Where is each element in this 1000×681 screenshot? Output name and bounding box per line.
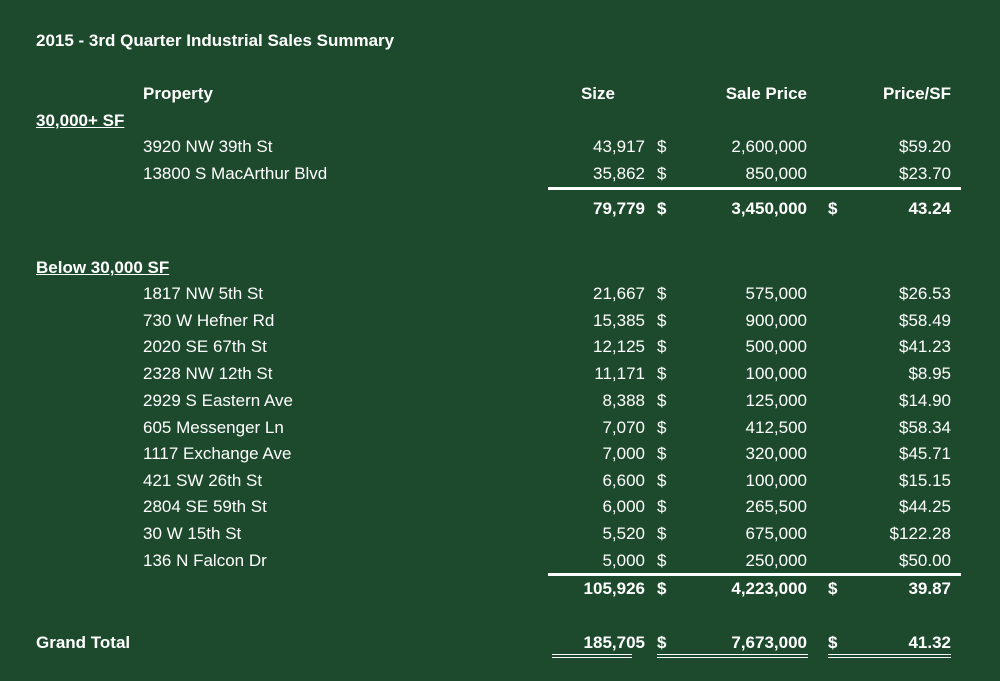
row-price: 575,000: [745, 284, 807, 303]
row-price: 250,000: [745, 551, 807, 570]
row-property: 421 SW 26th St: [143, 471, 263, 490]
row-size: 7,070: [602, 418, 645, 437]
row-size: 6,600: [602, 471, 645, 490]
subtotal-currency: $: [657, 199, 667, 218]
row-price-sf: $8.95: [908, 364, 951, 383]
report-title: 2015 - 3rd Quarter Industrial Sales Summary: [36, 31, 395, 50]
grand-total-currency-psf: $: [828, 633, 838, 652]
row-property: 13800 S MacArthur Blvd: [143, 164, 328, 183]
row-currency: $: [657, 337, 667, 356]
row-price: 412,500: [745, 418, 807, 437]
row-property: 730 W Hefner Rd: [143, 311, 275, 330]
subtotal-size: 79,779: [593, 199, 645, 218]
subtotal-currency: $: [657, 579, 667, 598]
grand-total-price-sf: 41.32: [908, 633, 951, 652]
row-size: 5,000: [602, 551, 645, 570]
row-price: 100,000: [745, 364, 807, 383]
row-price-sf: $50.00: [899, 551, 951, 570]
row-currency: $: [657, 284, 667, 303]
row-price-sf: $58.49: [899, 311, 951, 330]
subtotal-currency-psf: $: [828, 199, 838, 218]
row-size: 8,388: [602, 391, 645, 410]
header-property: Property: [143, 84, 213, 103]
grand-total-label: Grand Total: [36, 633, 131, 652]
row-currency: $: [657, 471, 667, 490]
row-property: 605 Messenger Ln: [143, 418, 284, 437]
row-currency: $: [657, 164, 667, 183]
header-price-sf: Price/SF: [882, 84, 951, 103]
row-property: 1817 NW 5th St: [143, 284, 264, 303]
row-size: 43,917: [593, 137, 645, 156]
row-price-sf: $14.90: [899, 391, 951, 410]
subtotal-size: 105,926: [583, 579, 645, 598]
row-currency: $: [657, 524, 667, 543]
row-property: 30 W 15th St: [143, 524, 242, 543]
row-price-sf: $41.23: [899, 337, 951, 356]
row-currency: $: [657, 364, 667, 383]
row-size: 21,667: [593, 284, 645, 303]
row-price-sf: $45.71: [899, 444, 951, 463]
row-price: 265,500: [745, 497, 807, 516]
row-property: 2804 SE 59th St: [143, 497, 267, 516]
grand-total-size: 185,705: [583, 633, 645, 652]
row-price: 675,000: [745, 524, 807, 543]
row-currency: $: [657, 311, 667, 330]
header-size: Size: [580, 84, 615, 103]
row-price: 500,000: [745, 337, 807, 356]
row-price-sf: $58.34: [899, 418, 951, 437]
row-size: 6,000: [602, 497, 645, 516]
row-price: 320,000: [745, 444, 807, 463]
subtotal-price-sf: 43.24: [908, 199, 951, 218]
row-size: 11,171: [594, 364, 645, 383]
row-property: 136 N Falcon Dr: [143, 551, 267, 570]
row-property: 2328 NW 12th St: [143, 364, 273, 383]
row-price: 900,000: [745, 311, 807, 330]
row-price: 125,000: [745, 391, 807, 410]
row-property: 3920 NW 39th St: [143, 137, 273, 156]
subtotal-price-sf: 39.87: [908, 579, 951, 598]
row-price-sf: $23.70: [899, 164, 951, 183]
row-price-sf: $44.25: [899, 497, 951, 516]
row-currency: $: [657, 551, 667, 570]
row-currency: $: [657, 418, 667, 437]
row-price-sf: $59.20: [899, 137, 951, 156]
row-price: 2,600,000: [731, 137, 807, 156]
subtotal-currency-psf: $: [828, 579, 838, 598]
row-property: 2020 SE 67th St: [143, 337, 267, 356]
section-label-below-30000: Below 30,000 SF: [36, 258, 170, 277]
row-property: 2929 S Eastern Ave: [143, 391, 293, 410]
row-currency: $: [657, 391, 667, 410]
subtotal-price: 4,223,000: [731, 579, 807, 598]
grand-total-price: 7,673,000: [731, 633, 807, 652]
row-size: 15,385: [593, 311, 645, 330]
row-currency: $: [657, 497, 667, 516]
grand-total-currency: $: [657, 633, 667, 652]
row-price: 100,000: [745, 471, 807, 490]
subtotal-price: 3,450,000: [731, 199, 807, 218]
section-label-30000-plus: 30,000+ SF: [36, 111, 125, 130]
row-price-sf: $122.28: [889, 524, 951, 543]
row-size: 35,862: [593, 164, 645, 183]
row-size: 12,125: [593, 337, 645, 356]
row-currency: $: [657, 444, 667, 463]
row-price: 850,000: [745, 164, 807, 183]
row-property: 1117 Exchange Ave: [143, 444, 292, 463]
row-currency: $: [657, 137, 667, 156]
row-size: 7,000: [602, 444, 645, 463]
subtotal-rule: [548, 187, 961, 190]
row-price-sf: $26.53: [899, 284, 951, 303]
row-price-sf: $15.15: [899, 471, 951, 490]
row-size: 5,520: [602, 524, 645, 543]
subtotal-rule: [548, 573, 961, 576]
header-sale-price: Sale Price: [725, 84, 807, 103]
